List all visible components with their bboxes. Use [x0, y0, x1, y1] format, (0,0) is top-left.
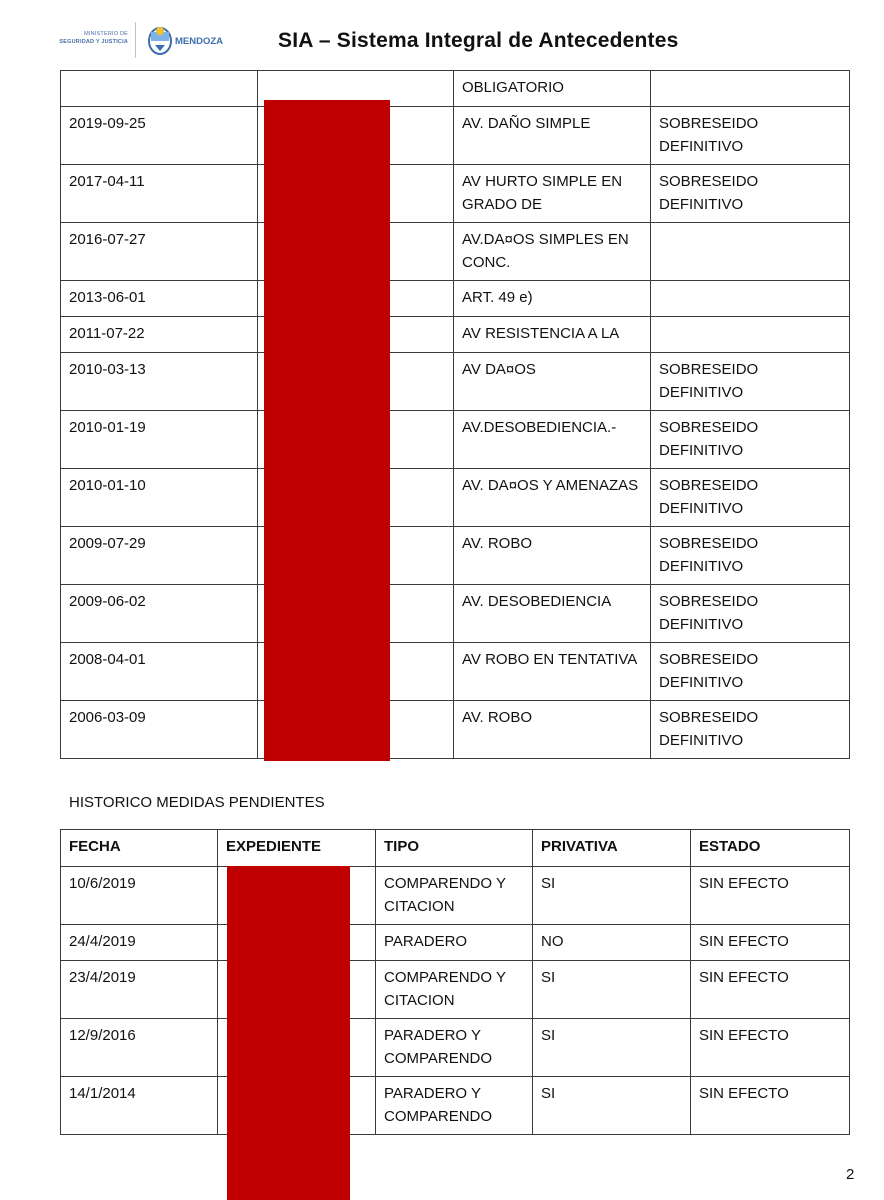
delito-cell: AV. DESOBEDIENCIA — [454, 585, 651, 643]
table-row — [61, 1019, 850, 1077]
resolucion-cell: SOBRESEIDO DEFINITIVO — [651, 643, 850, 701]
fecha-cell: 2013-06-01 — [61, 281, 258, 317]
estado-cell: SIN EFECTO — [691, 1019, 850, 1077]
table-row — [61, 165, 850, 223]
resolucion-cell: SOBRESEIDO DEFINITIVO — [651, 165, 850, 223]
estado-cell: SIN EFECTO — [691, 867, 850, 925]
fecha-cell: 24/4/2019 — [61, 925, 218, 961]
fecha-cell: 2010-01-19 — [61, 411, 258, 469]
delito-cell: AV.DA¤OS SIMPLES EN CONC. — [454, 223, 651, 281]
pending-measures-table — [60, 829, 850, 1135]
fecha-cell: 2010-01-10 — [61, 469, 258, 527]
table-row — [61, 411, 850, 469]
estado-cell: SIN EFECTO — [691, 1077, 850, 1135]
delito-cell: AV. ROBO — [454, 527, 651, 585]
table-row — [61, 353, 850, 411]
fecha-cell: 14/1/2014 — [61, 1077, 218, 1135]
table-row — [61, 223, 850, 281]
ministry-logo-line1: MINISTERIO DE — [84, 31, 128, 37]
page-title: SIA – Sistema Integral de Antecedentes — [278, 29, 679, 52]
table-row — [61, 925, 850, 961]
table-row — [61, 1077, 850, 1135]
header-row — [61, 830, 850, 867]
resolucion-cell: SOBRESEIDO DEFINITIVO — [651, 411, 850, 469]
mendoza-logo-text: MENDOZA — [175, 36, 224, 47]
page-number: 2 — [846, 1166, 855, 1183]
estado-cell: SIN EFECTO — [691, 925, 850, 961]
fecha-cell: 2009-06-02 — [61, 585, 258, 643]
table-row — [61, 585, 850, 643]
privativa-cell: NO — [533, 925, 691, 961]
column-header-fecha: FECHA — [61, 830, 218, 867]
section-title: HISTORICO MEDIDAS PENDIENTES — [69, 794, 325, 811]
delito-cell: AV RESISTENCIA A LA — [454, 317, 651, 353]
fecha-cell: 2006-03-09 — [61, 701, 258, 759]
table-row — [61, 469, 850, 527]
ministry-logo-line2: SEGURIDAD Y JUSTICIA — [59, 39, 128, 45]
table-row — [61, 643, 850, 701]
delito-cell: AV.DESOBEDIENCIA.- — [454, 411, 651, 469]
ministry-logo — [58, 28, 128, 52]
table-row — [61, 107, 850, 165]
delito-cell: AV. DAÑO SIMPLE — [454, 107, 651, 165]
column-header-expediente: EXPEDIENTE — [218, 830, 376, 867]
delito-cell: AV ROBO EN TENTATIVA — [454, 643, 651, 701]
page-header — [0, 0, 884, 70]
delito-cell: AV. ROBO — [454, 701, 651, 759]
tipo-cell: COMPARENDO Y CITACION — [376, 961, 533, 1019]
mendoza-logo — [147, 24, 227, 56]
fecha-cell: 2017-04-11 — [61, 165, 258, 223]
header-divider — [135, 22, 136, 58]
resolucion-cell: SOBRESEIDO DEFINITIVO — [651, 353, 850, 411]
fecha-cell: 2009-07-29 — [61, 527, 258, 585]
column-header-tipo: TIPO — [376, 830, 533, 867]
table-row — [61, 317, 850, 353]
fecha-cell: 2016-07-27 — [61, 223, 258, 281]
redaction-bar — [264, 100, 390, 761]
table-row — [61, 701, 850, 759]
privativa-cell: SI — [533, 961, 691, 1019]
delito-cell: AV DA¤OS — [454, 353, 651, 411]
delito-cell: ART. 49 e) — [454, 281, 651, 317]
fecha-cell: 2011-07-22 — [61, 317, 258, 353]
resolucion-cell: SOBRESEIDO DEFINITIVO — [651, 107, 850, 165]
privativa-cell: SI — [533, 1019, 691, 1077]
column-header-estado: ESTADO — [691, 830, 850, 867]
tipo-cell: PARADERO — [376, 925, 533, 961]
fecha-cell: 23/4/2019 — [61, 961, 218, 1019]
fecha-cell: 2010-03-13 — [61, 353, 258, 411]
tipo-cell: PARADERO Y COMPARENDO — [376, 1077, 533, 1135]
resolucion-cell: SOBRESEIDO DEFINITIVO — [651, 469, 850, 527]
column-header-privativa: PRIVATIVA — [533, 830, 691, 867]
estado-cell: SIN EFECTO — [691, 961, 850, 1019]
fecha-cell: 2008-04-01 — [61, 643, 258, 701]
fecha-cell — [61, 71, 258, 107]
table-row — [61, 527, 850, 585]
resolucion-cell: SOBRESEIDO DEFINITIVO — [651, 527, 850, 585]
delito-cell: OBLIGATORIO — [454, 71, 651, 107]
tipo-cell: COMPARENDO Y CITACION — [376, 867, 533, 925]
fecha-cell: 12/9/2016 — [61, 1019, 218, 1077]
resolucion-cell — [651, 281, 850, 317]
tipo-cell: PARADERO Y COMPARENDO — [376, 1019, 533, 1077]
table-row — [61, 961, 850, 1019]
table-row — [61, 281, 850, 317]
coat-of-arms-icon — [147, 24, 173, 56]
resolucion-cell: SOBRESEIDO DEFINITIVO — [651, 701, 850, 759]
redaction-bar — [227, 866, 350, 1200]
table-row — [61, 71, 850, 107]
delito-cell: AV. DA¤OS Y AMENAZAS — [454, 469, 651, 527]
delito-cell: AV HURTO SIMPLE EN GRADO DE — [454, 165, 651, 223]
fecha-cell: 10/6/2019 — [61, 867, 218, 925]
history-table — [60, 70, 850, 759]
resolucion-cell — [651, 71, 850, 107]
resolucion-cell — [651, 223, 850, 281]
privativa-cell: SI — [533, 1077, 691, 1135]
privativa-cell: SI — [533, 867, 691, 925]
fecha-cell: 2019-09-25 — [61, 107, 258, 165]
resolucion-cell: SOBRESEIDO DEFINITIVO — [651, 585, 850, 643]
resolucion-cell — [651, 317, 850, 353]
table-row — [61, 867, 850, 925]
